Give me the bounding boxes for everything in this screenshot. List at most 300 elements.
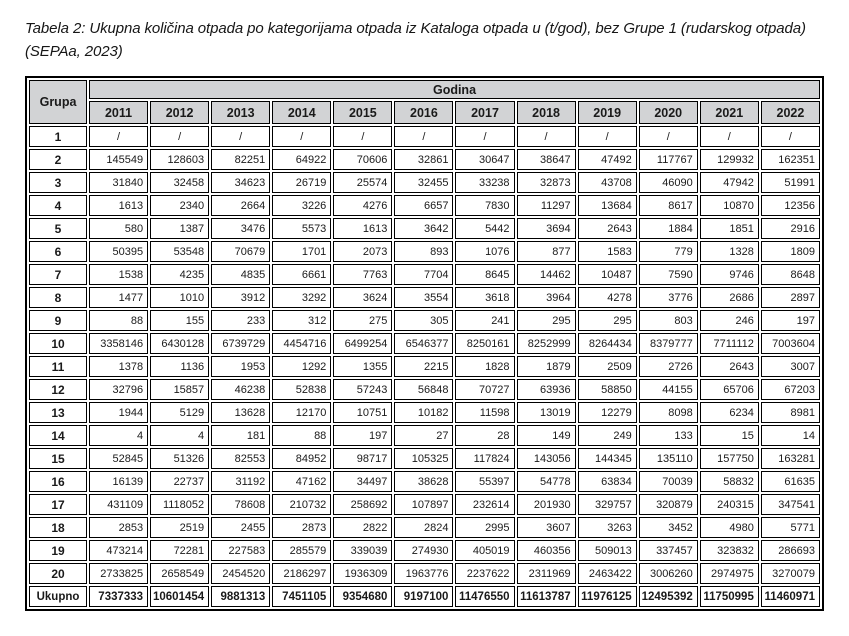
value-cell: 473214: [89, 540, 148, 561]
value-cell: 63834: [578, 471, 637, 492]
table-row: [29, 126, 820, 147]
value-cell: 1538: [89, 264, 148, 285]
value-cell: 3007: [761, 356, 820, 377]
value-cell: 155: [150, 310, 209, 331]
value-cell: 2726: [639, 356, 698, 377]
value-cell: 5771: [761, 517, 820, 538]
value-cell: 163281: [761, 448, 820, 469]
value-cell: 2311969: [517, 563, 576, 584]
value-cell: 4278: [578, 287, 637, 308]
value-cell: 4980: [700, 517, 759, 538]
value-cell: /: [211, 126, 270, 147]
value-cell: 7830: [455, 195, 514, 216]
value-cell: 2897: [761, 287, 820, 308]
value-cell: 1136: [150, 356, 209, 377]
group-number-cell: 1: [29, 126, 87, 147]
value-cell: 431109: [89, 494, 148, 515]
value-cell: 1355: [333, 356, 392, 377]
value-cell: 329757: [578, 494, 637, 515]
value-cell: 7704: [394, 264, 453, 285]
value-cell: 3964: [517, 287, 576, 308]
value-cell: 4: [89, 425, 148, 446]
value-cell: 88: [272, 425, 331, 446]
value-cell: 28: [455, 425, 514, 446]
value-cell: 47162: [272, 471, 331, 492]
value-cell: 7763: [333, 264, 392, 285]
table-row: [29, 241, 820, 262]
table-row: [29, 195, 820, 216]
value-cell: 1076: [455, 241, 514, 262]
value-cell: 6657: [394, 195, 453, 216]
value-cell: 3263: [578, 517, 637, 538]
column-header-year: 2021: [700, 101, 759, 124]
value-cell: 55397: [455, 471, 514, 492]
value-cell: 10870: [700, 195, 759, 216]
value-cell: 210732: [272, 494, 331, 515]
table-row: [29, 356, 820, 377]
value-cell: 65706: [700, 379, 759, 400]
column-header-year: 2013: [211, 101, 270, 124]
value-cell: 32873: [517, 172, 576, 193]
value-cell: 1963776: [394, 563, 453, 584]
table-caption: [25, 18, 824, 63]
value-cell: 7451105: [272, 586, 331, 607]
value-cell: 2237622: [455, 563, 514, 584]
table-body: [29, 126, 820, 607]
value-cell: 1851: [700, 218, 759, 239]
value-cell: 38647: [517, 149, 576, 170]
value-cell: 1583: [578, 241, 637, 262]
group-number-cell: 15: [29, 448, 87, 469]
value-cell: 1292: [272, 356, 331, 377]
column-header-year: 2019: [578, 101, 637, 124]
value-cell: 8379777: [639, 333, 698, 354]
value-cell: 2454520: [211, 563, 270, 584]
value-cell: 32458: [150, 172, 209, 193]
value-cell: 70039: [639, 471, 698, 492]
value-cell: 98717: [333, 448, 392, 469]
value-cell: 2853: [89, 517, 148, 538]
value-cell: 285579: [272, 540, 331, 561]
value-cell: 10751: [333, 402, 392, 423]
value-cell: 32455: [394, 172, 453, 193]
value-cell: 2455: [211, 517, 270, 538]
value-cell: 8981: [761, 402, 820, 423]
column-header-year: 2022: [761, 101, 820, 124]
value-cell: /: [517, 126, 576, 147]
column-header-year: 2015: [333, 101, 392, 124]
value-cell: 63936: [517, 379, 576, 400]
value-cell: 246: [700, 310, 759, 331]
value-cell: 1613: [333, 218, 392, 239]
table-row: [29, 264, 820, 285]
value-cell: 25574: [333, 172, 392, 193]
total-row: [29, 586, 820, 607]
column-header-year: 2012: [150, 101, 209, 124]
table-row: [29, 563, 820, 584]
value-cell: /: [761, 126, 820, 147]
value-cell: 249: [578, 425, 637, 446]
value-cell: 53548: [150, 241, 209, 262]
value-cell: 5573: [272, 218, 331, 239]
table-row: [29, 448, 820, 469]
value-cell: 405019: [455, 540, 514, 561]
value-cell: 3452: [639, 517, 698, 538]
value-cell: 2873: [272, 517, 331, 538]
column-header-year: 2016: [394, 101, 453, 124]
value-cell: 312: [272, 310, 331, 331]
value-cell: 240315: [700, 494, 759, 515]
value-cell: /: [578, 126, 637, 147]
value-cell: 3226: [272, 195, 331, 216]
value-cell: 3618: [455, 287, 514, 308]
value-cell: 6499254: [333, 333, 392, 354]
group-number-cell: 3: [29, 172, 87, 193]
value-cell: 1477: [89, 287, 148, 308]
value-cell: 135110: [639, 448, 698, 469]
value-cell: 8252999: [517, 333, 576, 354]
value-cell: 70606: [333, 149, 392, 170]
value-cell: 16139: [89, 471, 148, 492]
value-cell: 227583: [211, 540, 270, 561]
value-cell: 57243: [333, 379, 392, 400]
group-number-cell: 5: [29, 218, 87, 239]
value-cell: 15857: [150, 379, 209, 400]
value-cell: 2340: [150, 195, 209, 216]
value-cell: 13684: [578, 195, 637, 216]
value-cell: 3776: [639, 287, 698, 308]
value-cell: 3270079: [761, 563, 820, 584]
value-cell: 2643: [578, 218, 637, 239]
value-cell: 6546377: [394, 333, 453, 354]
value-cell: 47942: [700, 172, 759, 193]
value-cell: 31840: [89, 172, 148, 193]
value-cell: 54778: [517, 471, 576, 492]
value-cell: 6430128: [150, 333, 209, 354]
value-cell: 51326: [150, 448, 209, 469]
column-header-year: 2017: [455, 101, 514, 124]
value-cell: 13019: [517, 402, 576, 423]
group-number-cell: 10: [29, 333, 87, 354]
value-cell: 1010: [150, 287, 209, 308]
table-row: [29, 172, 820, 193]
value-cell: 15: [700, 425, 759, 446]
value-cell: 241: [455, 310, 514, 331]
value-cell: /: [150, 126, 209, 147]
column-header-year: 2018: [517, 101, 576, 124]
value-cell: 129932: [700, 149, 759, 170]
value-cell: 61635: [761, 471, 820, 492]
group-number-cell: 20: [29, 563, 87, 584]
value-cell: 11460971: [761, 586, 820, 607]
table-row: [29, 494, 820, 515]
value-cell: 2916: [761, 218, 820, 239]
value-cell: 1701: [272, 241, 331, 262]
value-cell: 320879: [639, 494, 698, 515]
value-cell: 509013: [578, 540, 637, 561]
value-cell: /: [700, 126, 759, 147]
group-number-cell: 12: [29, 379, 87, 400]
value-cell: 67203: [761, 379, 820, 400]
value-cell: 56848: [394, 379, 453, 400]
table-row: [29, 310, 820, 331]
table-header: [29, 80, 820, 124]
value-cell: 258692: [333, 494, 392, 515]
value-cell: 460356: [517, 540, 576, 561]
value-cell: 30647: [455, 149, 514, 170]
value-cell: 4: [150, 425, 209, 446]
value-cell: 22737: [150, 471, 209, 492]
column-header-godina: Godina: [89, 80, 820, 99]
value-cell: 162351: [761, 149, 820, 170]
table-row: [29, 287, 820, 308]
value-cell: 2186297: [272, 563, 331, 584]
value-cell: 1953: [211, 356, 270, 377]
group-header-row: [29, 80, 820, 99]
table-row: [29, 471, 820, 492]
value-cell: 286693: [761, 540, 820, 561]
value-cell: 12356: [761, 195, 820, 216]
value-cell: 803: [639, 310, 698, 331]
value-cell: 4454716: [272, 333, 331, 354]
value-cell: 8617: [639, 195, 698, 216]
group-number-cell: 4: [29, 195, 87, 216]
value-cell: 133: [639, 425, 698, 446]
value-cell: 11476550: [455, 586, 514, 607]
value-cell: 145549: [89, 149, 148, 170]
group-number-cell: 6: [29, 241, 87, 262]
value-cell: 46090: [639, 172, 698, 193]
value-cell: 2463422: [578, 563, 637, 584]
value-cell: 2215: [394, 356, 453, 377]
value-cell: 347541: [761, 494, 820, 515]
value-cell: 2824: [394, 517, 453, 538]
value-cell: 34623: [211, 172, 270, 193]
value-cell: 4835: [211, 264, 270, 285]
value-cell: 1884: [639, 218, 698, 239]
group-number-cell: 16: [29, 471, 87, 492]
value-cell: 1328: [700, 241, 759, 262]
value-cell: 84952: [272, 448, 331, 469]
value-cell: 11613787: [517, 586, 576, 607]
value-cell: 64922: [272, 149, 331, 170]
value-cell: 580: [89, 218, 148, 239]
value-cell: 232614: [455, 494, 514, 515]
value-cell: 3554: [394, 287, 453, 308]
value-cell: 4276: [333, 195, 392, 216]
caption-line-2: (SEPAa, 2023): [25, 42, 123, 60]
value-cell: 31192: [211, 471, 270, 492]
value-cell: 32796: [89, 379, 148, 400]
value-cell: 13628: [211, 402, 270, 423]
value-cell: 274930: [394, 540, 453, 561]
value-cell: 8098: [639, 402, 698, 423]
value-cell: 11598: [455, 402, 514, 423]
value-cell: 6739729: [211, 333, 270, 354]
value-cell: 3642: [394, 218, 453, 239]
value-cell: 149: [517, 425, 576, 446]
year-header-row: [29, 101, 820, 124]
value-cell: 2664: [211, 195, 270, 216]
value-cell: 2509: [578, 356, 637, 377]
value-cell: 3607: [517, 517, 576, 538]
value-cell: 197: [333, 425, 392, 446]
value-cell: 34497: [333, 471, 392, 492]
value-cell: 12279: [578, 402, 637, 423]
value-cell: 6234: [700, 402, 759, 423]
value-cell: 2822: [333, 517, 392, 538]
column-header-year: 2011: [89, 101, 148, 124]
value-cell: 337457: [639, 540, 698, 561]
table-row: [29, 149, 820, 170]
value-cell: 107897: [394, 494, 453, 515]
value-cell: 9197100: [394, 586, 453, 607]
value-cell: 14462: [517, 264, 576, 285]
value-cell: /: [394, 126, 453, 147]
value-cell: 3358146: [89, 333, 148, 354]
value-cell: 8645: [455, 264, 514, 285]
value-cell: 88: [89, 310, 148, 331]
value-cell: 3006260: [639, 563, 698, 584]
group-number-cell: 13: [29, 402, 87, 423]
value-cell: 70679: [211, 241, 270, 262]
column-header-grupa: Grupa: [29, 80, 87, 124]
group-number-cell: 19: [29, 540, 87, 561]
value-cell: 2073: [333, 241, 392, 262]
value-cell: 32861: [394, 149, 453, 170]
value-cell: 144345: [578, 448, 637, 469]
value-cell: 3292: [272, 287, 331, 308]
value-cell: 43708: [578, 172, 637, 193]
caption-line-1: Tabela 2: Ukupna količina otpada po kategorijama otpada iz Kataloga otpada u (t/god), bez Grupe 1 (rudarskog otpada): [25, 20, 806, 37]
table-row: [29, 540, 820, 561]
value-cell: /: [89, 126, 148, 147]
value-cell: 128603: [150, 149, 209, 170]
table-row: [29, 218, 820, 239]
value-cell: 8250161: [455, 333, 514, 354]
value-cell: 27: [394, 425, 453, 446]
value-cell: 323832: [700, 540, 759, 561]
value-cell: 1879: [517, 356, 576, 377]
value-cell: 58832: [700, 471, 759, 492]
value-cell: 1809: [761, 241, 820, 262]
value-cell: 58850: [578, 379, 637, 400]
value-cell: /: [333, 126, 392, 147]
value-cell: 47492: [578, 149, 637, 170]
value-cell: 4235: [150, 264, 209, 285]
value-cell: 10601454: [150, 586, 209, 607]
value-cell: 82553: [211, 448, 270, 469]
value-cell: 2995: [455, 517, 514, 538]
group-number-cell: 7: [29, 264, 87, 285]
value-cell: 1118052: [150, 494, 209, 515]
value-cell: 7590: [639, 264, 698, 285]
value-cell: 2519: [150, 517, 209, 538]
value-cell: 33238: [455, 172, 514, 193]
value-cell: 10487: [578, 264, 637, 285]
value-cell: 877: [517, 241, 576, 262]
value-cell: 1378: [89, 356, 148, 377]
value-cell: 3912: [211, 287, 270, 308]
value-cell: 7337333: [89, 586, 148, 607]
value-cell: 6661: [272, 264, 331, 285]
value-cell: 8264434: [578, 333, 637, 354]
value-cell: 70727: [455, 379, 514, 400]
value-cell: 2733825: [89, 563, 148, 584]
value-cell: 295: [517, 310, 576, 331]
value-cell: 12495392: [639, 586, 698, 607]
value-cell: 72281: [150, 540, 209, 561]
value-cell: 3624: [333, 287, 392, 308]
group-number-cell: 17: [29, 494, 87, 515]
value-cell: 14: [761, 425, 820, 446]
value-cell: 117824: [455, 448, 514, 469]
table-row: [29, 333, 820, 354]
value-cell: 157750: [700, 448, 759, 469]
value-cell: /: [272, 126, 331, 147]
waste-quantities-table: [25, 76, 824, 611]
value-cell: 51991: [761, 172, 820, 193]
value-cell: 82251: [211, 149, 270, 170]
value-cell: 1613: [89, 195, 148, 216]
value-cell: 305: [394, 310, 453, 331]
value-cell: 275: [333, 310, 392, 331]
group-number-cell: 8: [29, 287, 87, 308]
value-cell: 7711112: [700, 333, 759, 354]
value-cell: 52838: [272, 379, 331, 400]
value-cell: 26719: [272, 172, 331, 193]
value-cell: 3694: [517, 218, 576, 239]
value-cell: 5129: [150, 402, 209, 423]
value-cell: 339039: [333, 540, 392, 561]
value-cell: 8648: [761, 264, 820, 285]
value-cell: 12170: [272, 402, 331, 423]
value-cell: 181: [211, 425, 270, 446]
total-row-label: Ukupno: [29, 586, 87, 607]
table-row: [29, 425, 820, 446]
value-cell: 233: [211, 310, 270, 331]
group-number-cell: 2: [29, 149, 87, 170]
value-cell: 893: [394, 241, 453, 262]
column-header-year: 2014: [272, 101, 331, 124]
value-cell: 7003604: [761, 333, 820, 354]
value-cell: 1828: [455, 356, 514, 377]
value-cell: 9881313: [211, 586, 270, 607]
value-cell: 10182: [394, 402, 453, 423]
value-cell: 295: [578, 310, 637, 331]
value-cell: 11297: [517, 195, 576, 216]
group-number-cell: 14: [29, 425, 87, 446]
value-cell: 52845: [89, 448, 148, 469]
value-cell: 11750995: [700, 586, 759, 607]
value-cell: 143056: [517, 448, 576, 469]
value-cell: 1944: [89, 402, 148, 423]
value-cell: 9746: [700, 264, 759, 285]
value-cell: 9354680: [333, 586, 392, 607]
value-cell: 46238: [211, 379, 270, 400]
value-cell: 78608: [211, 494, 270, 515]
group-number-cell: 11: [29, 356, 87, 377]
table-row: [29, 402, 820, 423]
column-header-year: 2020: [639, 101, 698, 124]
value-cell: 105325: [394, 448, 453, 469]
table-row: [29, 517, 820, 538]
value-cell: 2643: [700, 356, 759, 377]
value-cell: 197: [761, 310, 820, 331]
value-cell: 50395: [89, 241, 148, 262]
value-cell: 201930: [517, 494, 576, 515]
value-cell: 1387: [150, 218, 209, 239]
